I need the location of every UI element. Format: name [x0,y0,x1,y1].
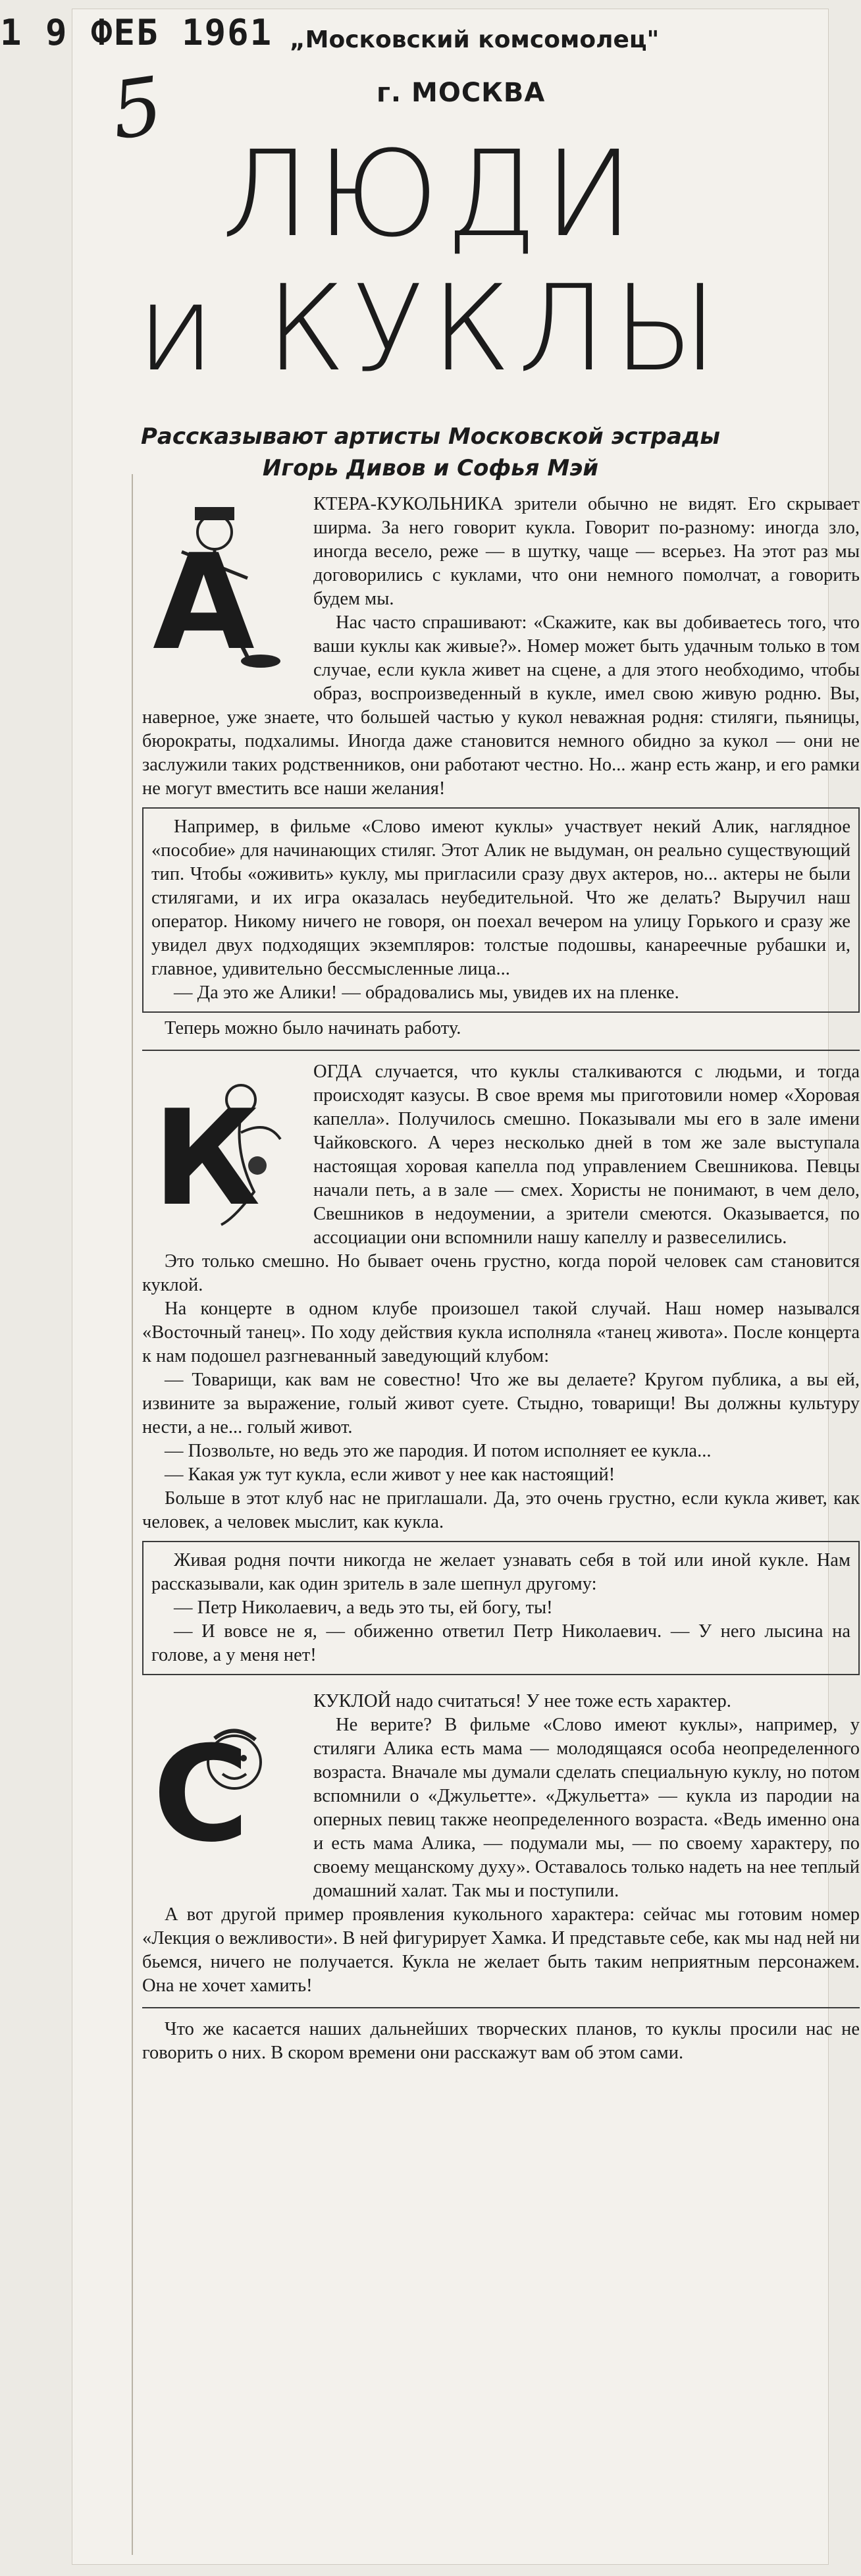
para-3: Например, в фильме «Слово имеют куклы» участвует некий Алик, наглядное «пособие» для начинающих стиляг. Этот Алик не выдуман, он реально существующий тип. Чтобы «оживить» куклу, мы пригласили сразу двух актеров, но... актеры не были стилягами, и их игра оказалась неубедительной. Что же делать? Выручил наш оператор. Никому ничего не говоря, он поехал вечером на улицу Горького и сразу же увидел двух подходящих экземпляров: толстые подошвы, канареечные рубашки и, главное, удивительно бессмысленные лица... [151,817,850,979]
para-4: — Да это же Алики! — обрадовались мы, увидев их на пленке. [174,982,679,1003]
para-14: — Петр Николаевич, а ведь это ты, ей богу, ты! [174,1597,553,1618]
para-13: Живая родня почти никогда не желает узнавать себя в той или иной кукле. Нам рассказывали, как один зритель в зале шепнул другому: [151,1550,850,1594]
para-15: — И вовсе не я, — обиженно ответил Петр Николаевич. — У него лысина на голове, а у меня нет! [151,1621,850,1665]
section-divider-2 [142,2007,860,2008]
headline-line-1: ЛЮДИ [221,126,640,263]
para-18: А вот другой пример проявления кукольного характера: сейчас мы готовим номер «Лекция о вежливости». В ней фигурирует Хамка. И представьте себе, как мы над ней ни бьемся, ничего не получается. Кукла не желает быть таким неприятным персонажем. Она не хочет хамить! [142,1904,860,1996]
headline-line-2: и КУКЛЫ [136,260,725,398]
column-edge [132,474,133,2555]
para-2: Нас часто спрашивают: «Скажите, как вы добиваетесь того, что ваши куклы как живые?». Номер может быть удачным только в том случае, если кукла живет на сцене, а для этого необходимо, чтобы образ, воспроизведенный в кукле, имел свою живую родню. Вы, наверное, уже знаете, что большей частью у кукол неважная родня: стиляги, пьяницы, бюрократы, подхалимы. Иногда даже становится немного обидно за кукол — они не заслужили таких родственников, они работают честно. Но... жанр есть жанр, и его рамки не могут вместить все наши желания! [142,612,860,799]
section-divider [142,1050,860,1051]
dropcap-a-box [142,493,300,690]
boxed-paragraph [142,807,860,1013]
date-stamp: 1 9 ФЕБ 1961 [0,12,273,53]
para-8: На концерте в одном клубе произошел такой случай. Наш номер назывался «Восточный танец». По ходу действия кукла исполняла «танец живота». После концерта к нам подошел разгневанный заведующий клубом: [142,1299,860,1366]
handwritten-number: 5 [105,60,169,158]
para-6: ОГДА случается, что куклы сталкиваются с людьми, и тогда происходят казусы. В свое время мы приготовили номер «Хоровая капелла». Получилось смешно. Показывали мы его в зале имени Чайковского. А через несколько дней в том же зале выступала настоящая хоровая капелла под управлением Свешникова. Певцы начали петь, а в зале — смех. Хористы не понимают, в чем дело, Свешников в недоумении, а зрители смеются. Оказывается, по ассоциации они вспомнили нашу капеллу и развеселились. [313,1061,860,1248]
para-5: Теперь можно было начинать работу. [165,1018,461,1038]
dropcap-s [142,1690,300,1881]
para-17: Не верите? В фильме «Слово имеют куклы», например, у стиляги Алика есть мама — молодящаяся особа неопределенного возраста. Вначале мы думали сделать специальную куклу, но потом вспомнили о «Джульетте». «Джульетта» — кукла из пародии на оперных певиц также неопределенного возраста. «Ведь именно она и есть мама Алика, — подумали мы, — по своему характеру, по своему мещанскому духу». Оставалось только надеть на нее теплый домашний халат. Так мы и поступили. [313,1715,860,1901]
dropcap-k-box [142,1060,300,1245]
dropcap-letter-s: С [153,1718,249,1871]
newspaper-name: „Московский комсомолец" [290,26,660,53]
para-16: КУКЛОЙ надо считаться! У нее тоже есть характер. [313,1691,731,1711]
subtitle-line-2: Игорь Дивов и Софья Мэй [262,455,599,481]
city-label: г. МОСКВА [377,78,546,108]
article-body [142,493,860,2065]
dropcap-letter-k: К [153,1082,261,1235]
para-19: Что же касается наших дальнейших творческих планов, то куклы просили нас не говорить о них. В скором времени они расскажут вам об этом сами. [142,2019,860,2063]
para-7: Это только смешно. Но бывает очень грустно, когда порой человек сам становится куклой. [142,1251,860,1295]
para-1: КТЕРА-КУКОЛЬНИКА зрители обычно не видят. Его скрывает ширма. За него говорит кукла. Говорит по-разному: иногда зло, иногда весело, реже — в шутку, чаще — всерьез. На этот раз мы договорились с куклами, что они немного помолчат, а говорить будем мы. [313,494,860,609]
dropcap-k [142,1060,300,1245]
dropcap-s-box [142,1690,300,1881]
dropcap-letter-a: А [153,526,255,680]
dropcap-a [142,493,300,690]
subtitle-line-1: Рассказывают артисты Московской эстрады [140,423,721,450]
para-9: — Товарищи, как вам не совестно! Что же вы делаете? Кругом публика, а вы ей, извините за выражение, голый живот суете. Стыдно, товарищи! Вы должны культуру нести, а не... голый живот. [142,1370,860,1437]
para-10: — Позвольте, но ведь это же пародия. И потом исполняет ее кукла... [165,1441,712,1461]
para-12: Больше в этот клуб нас не приглашали. Да, это очень грустно, если кукла живет, как человек, а человек мыслит, как кукла. [142,1488,860,1532]
boxed-paragraph-2 [142,1541,860,1675]
para-11: — Какая уж тут кукла, если живот у нее как настоящий! [165,1464,615,1485]
